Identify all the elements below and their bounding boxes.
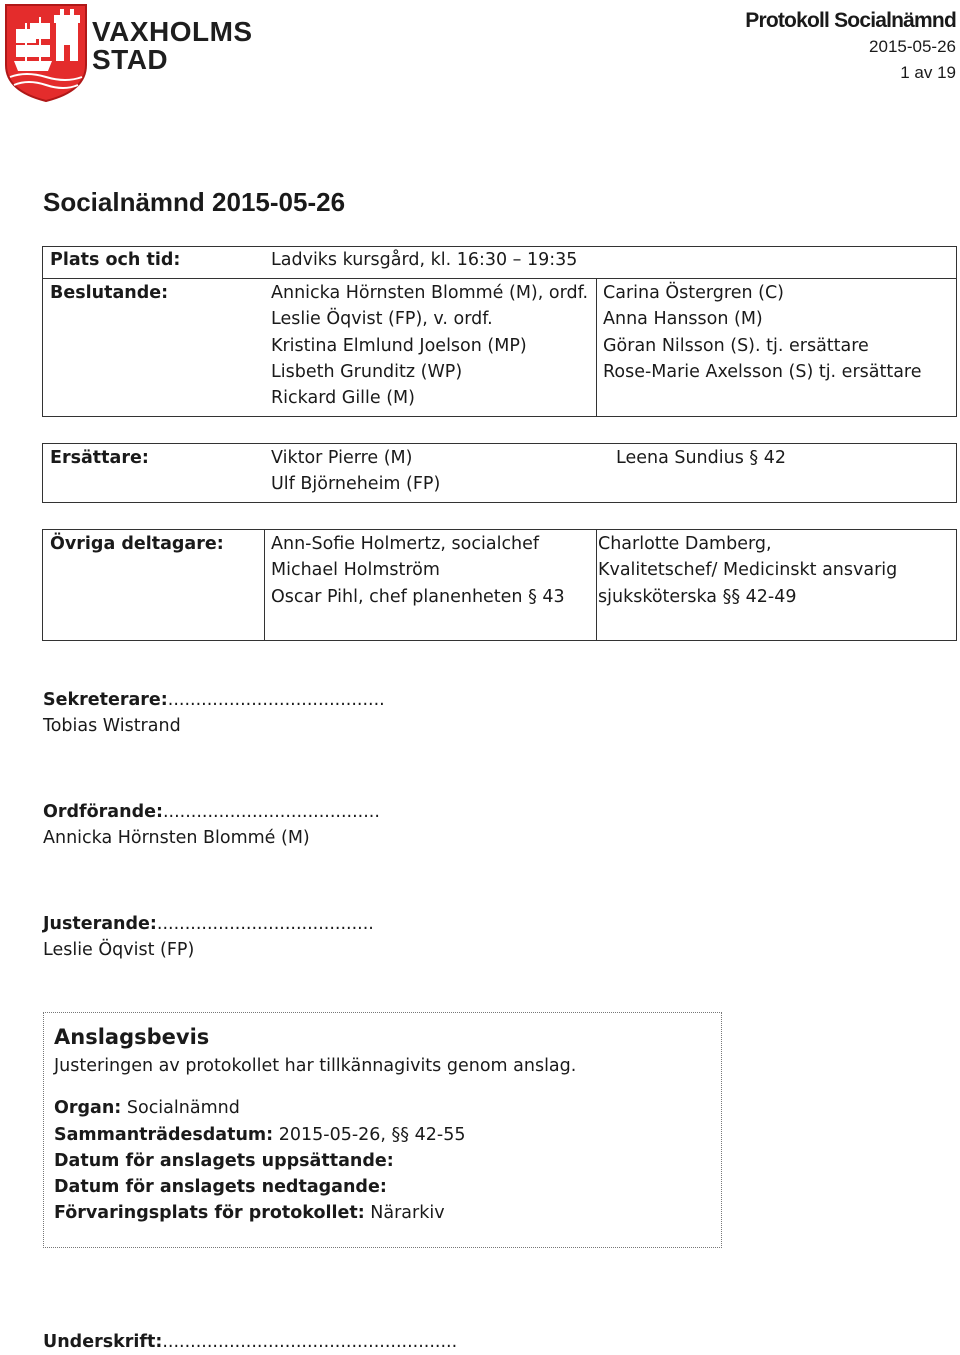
doc-title: Protokoll Socialnämnd	[745, 9, 956, 32]
list-item: Ann-Sofie Holmertz, socialchef	[271, 534, 540, 554]
doc-date: 2015-05-26	[869, 37, 956, 56]
table-divider	[596, 529, 597, 641]
list-item: Carina Östergren (C)	[603, 283, 784, 303]
table-divider	[42, 278, 957, 279]
list-item: Charlotte Damberg,	[598, 534, 772, 554]
list-item: Leslie Öqvist (FP), v. ordf.	[271, 309, 493, 330]
list-item: Kvalitetschef/ Medicinskt ansvarig	[598, 560, 898, 581]
list-item: Michael Holmström	[271, 560, 440, 581]
logo-line-2: STAD	[92, 44, 169, 75]
nedtagande-row	[54, 1174, 576, 1200]
ordforande-label: Ordförande:	[43, 802, 163, 822]
ordforande-name: Annicka Hörnsten Blommé (M)	[43, 828, 310, 848]
logo-text	[92, 18, 253, 74]
table-divider	[264, 529, 265, 641]
ersattare-col-2	[616, 445, 786, 471]
beslutande-label: Beslutande:	[50, 283, 169, 303]
forvaringsplats-row	[54, 1200, 576, 1226]
page-title: Socialnämnd 2015-05-26	[43, 187, 346, 217]
uppsattande-row	[54, 1148, 576, 1174]
anslagsbevis-content	[54, 1025, 576, 1227]
list-item: Lisbeth Grunditz (WP)	[271, 361, 463, 382]
ersattare-label: Ersättare:	[50, 448, 149, 468]
list-item: Oscar Pihl, chef planenheten § 43	[271, 586, 565, 607]
list-item: sjuksköterska §§ 42-49	[598, 586, 797, 607]
list-item: Anna Hansson (M)	[603, 309, 763, 330]
uppsattande-label: Datum för anslagets uppsättande:	[54, 1150, 394, 1171]
ersattare-table	[42, 443, 957, 503]
justerande-block	[43, 911, 374, 963]
list-item: Kristina Elmlund Joelson (MP)	[271, 335, 527, 356]
underskrift-row	[43, 1329, 457, 1355]
list-item: Ulf Björneheim (FP)	[271, 474, 441, 495]
sammantradesdatum-value: 2015-05-26, §§ 42-55	[273, 1124, 466, 1145]
sammantradesdatum-label: Sammanträdesdatum:	[54, 1124, 274, 1145]
organ-value: Socialnämnd	[121, 1098, 240, 1119]
nedtagande-label: Datum för anslagets nedtagande:	[54, 1177, 387, 1198]
ordforande-block	[43, 799, 380, 851]
underskrift-label: Underskrift:	[43, 1332, 163, 1352]
anslagsbevis-text: Justeringen av protokollet har tillkännagivits genom anslag.	[54, 1056, 577, 1076]
list-item: Viktor Pierre (M)	[271, 448, 413, 468]
justerande-label: Justerande:	[43, 914, 157, 934]
sekreterare-name: Tobias Wistrand	[43, 716, 181, 736]
beslutande-col-2	[603, 280, 922, 385]
plats-label: Plats och tid:	[50, 250, 181, 270]
ovriga-col-1	[271, 531, 565, 610]
ersattare-col-1	[271, 445, 440, 498]
sekreterare-block	[43, 687, 385, 739]
signature-line: .......................................	[167, 690, 385, 710]
organ-row	[54, 1095, 576, 1121]
list-item: Leena Sundius § 42	[616, 448, 786, 468]
list-item: Rose-Marie Axelsson (S) tj. ersättare	[603, 361, 922, 382]
list-item: Rickard Gille (M)	[271, 388, 415, 409]
ovriga-label: Övriga deltagare:	[50, 534, 224, 554]
justerande-name: Leslie Öqvist (FP)	[43, 940, 195, 960]
beslutande-col-1	[271, 280, 588, 411]
table-divider	[596, 278, 597, 417]
document-header	[745, 8, 956, 86]
signature-line: .......................................	[162, 802, 380, 822]
coat-of-arms-icon	[4, 3, 90, 103]
sammantradesdatum-row	[54, 1122, 576, 1148]
list-item: Annicka Hörnsten Blommé (M), ordf.	[271, 283, 589, 303]
sekreterare-label: Sekreterare:	[43, 690, 168, 710]
organ-label: Organ:	[54, 1098, 122, 1119]
signature-line: .......................................	[156, 914, 374, 934]
signature-line: .....................................................	[162, 1332, 458, 1352]
plats-value: Ladviks kursgård, kl. 16:30 – 19:35	[271, 250, 578, 270]
anslagsbevis-title: Anslagsbevis	[54, 1025, 210, 1049]
forvaringsplats-value: Närarkiv	[364, 1203, 445, 1224]
list-item: Göran Nilsson (S). tj. ersättare	[603, 335, 869, 356]
page-number: 1 av 19	[900, 63, 956, 82]
forvaringsplats-label: Förvaringsplats för protokollet:	[54, 1203, 365, 1224]
logo-line-1: VAXHOLMS	[92, 16, 253, 47]
ovriga-col-2	[598, 531, 897, 610]
